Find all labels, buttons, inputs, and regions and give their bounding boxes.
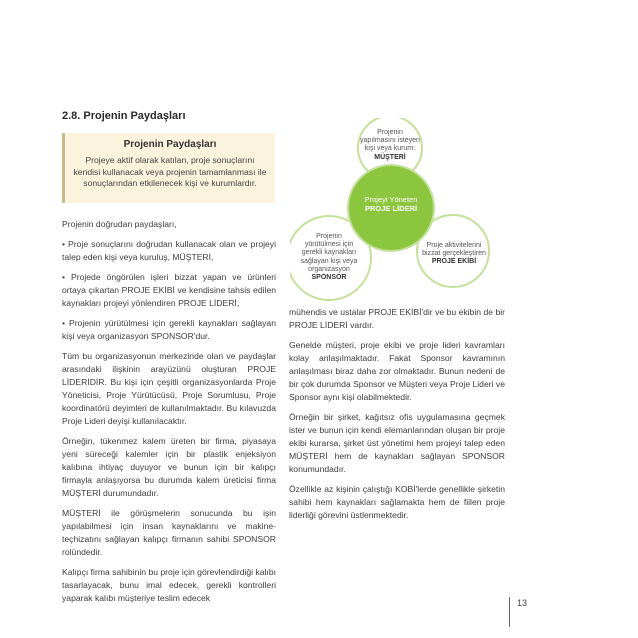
callout-body: Projeye aktif olarak katılan, proje sonuçlarını kendisi kullanacak veya projenin tamamlanması ile sonuçlarından etkilenecek kişi ve kurumlardır. xyxy=(73,155,267,188)
left-circle-title: SPONSOR xyxy=(311,274,347,282)
left-column xyxy=(62,218,276,612)
right-circle-label xyxy=(421,242,487,267)
center-circle-label xyxy=(356,195,426,213)
left-paragraph-team-leader: • Projede öngörülen işleri bizzat yapan ve ürünleri ortaya çıkartan PROJE EKİBİ ve kendisine tahsis edilen kaynakları projeyi yönlendiren PROJE LİDERİ, xyxy=(62,272,276,308)
left-paragraph-sponsor-role: MÜŞTERİ ile görüşmelerin sonucunda bu işin yapılabilmesi için insan kaynaklarını ve makine-teçhizatını sağlayan kalıpçı firmanın sahibi SPONSOR rolündedir. xyxy=(62,508,276,557)
left-paragraph-sponsor: • Projenin yürütülmesi için gerekli kaynakları sağlayan kişi veya organizasyon SPONSOR'dur. xyxy=(62,318,276,341)
right-paragraph-concepts: Genelde müşteri, proje ekibi ve proje lideri kavramları kolay anlaşılmaktadır. Fakat Sponsor kavramının anlaşılması biraz daha zor olmaktadır. Bunun nedeni de bir çok durumda Sponsor ve Müşteri veya Proje Lideri ve Sponsor aynı kişi olabilmektedir. xyxy=(289,340,505,402)
top-circle-label xyxy=(360,129,420,162)
left-paragraph-customer: • Proje sonuçlarını doğrudan kullanacak olan ve projeyi talep eden kişi veya kuruluş, MÜŞTERİ, xyxy=(62,239,276,262)
left-paragraph-mold-owner: Kalıpçı firma sahibinin bu proje için görevlendirdiği kalıbı tasarlayacak, bunu imal edecek, gerekli kontrolleri yaparak kalıbı müşteriye teslim edecek xyxy=(62,567,277,603)
top-circle-text: Projenin yapılmasını isteyen kişi veya kurum: xyxy=(360,129,420,153)
left-circle-text: Projenin yürütülmesi için gerekli kaynakları sağlayan kişi veya organizasyon xyxy=(300,233,358,273)
center-circle-title: PROJE LİDERİ xyxy=(364,204,418,213)
stakeholders-callout xyxy=(62,133,275,203)
top-circle-title: MÜŞTERİ xyxy=(374,153,406,161)
right-circle-title: PROJE EKİBİ xyxy=(431,258,477,266)
left-paragraph-intro: Projenin doğrudan paydaşları, xyxy=(62,219,177,229)
left-paragraph-example: Örneğin, tükenmez kalem üreten bir firma, piyasaya yeni süreceği kalemler için bir plastik enjeksiyon kalıbına ihtiyaç duyuyor ve bunun için bir kalıpçı firmayla anlaşıyorsa bu durumda kalem üreticisi firma MÜŞTERİ durumundadır. xyxy=(62,436,276,498)
left-paragraph-project-leader: Tüm bu organizasyonun merkezinde olan ve paydaşlar arasındaki ilişkinin arayüzünü oluşturan PROJE LİDERİDİR. Bu kişi için çeşitli organizasyonlarda Proje Yöneticisi, Proje Yürütücüsü, Proje Sorumlusu, Proje koordinatörü deyimleri de kullanılmaktadır. Bu kılavuzda Proje Lideri deyişi kullanılacaktır. xyxy=(62,351,276,426)
stakeholder-diagram xyxy=(290,118,512,308)
section-title: 2.8. Projenin Paydaşları xyxy=(62,110,186,122)
right-paragraph-team: mühendis ve ustalar PROJE EKİBİ'dir ve bu ekibin de bir PROJE LİDERİ vardır. xyxy=(289,307,505,330)
right-paragraph-paperless: Örneğin bir şirket, kağıtsız ofis uygulamasına geçmek ister ve bunun için kendi elemanlarından oluşan bir proje ekibi kurarsa, şirket üst yönetimi hem projeyi talep eden MÜŞTERİ hem de kaynakları sağlayan SPONSOR konumundadır. xyxy=(289,412,505,474)
right-column xyxy=(289,306,505,529)
left-circle-label xyxy=(299,233,359,282)
center-circle-text: Projeyi Yöneten xyxy=(364,195,418,204)
callout-title: Projenin Paydaşları xyxy=(123,139,217,150)
right-circle-text: Proje aktivitelerini bizzat gerçekleştiren xyxy=(422,242,486,258)
right-paragraph-sme: Özellikle az kişinin çalıştığı KOBİ'lerde genellikle şirketin sahibi hem kaynakları sağlamakta hem de fiilen proje liderliği görevini üstlenmektedir. xyxy=(289,484,505,520)
page-number-rule xyxy=(509,597,510,627)
page-number: 13 xyxy=(517,598,528,608)
